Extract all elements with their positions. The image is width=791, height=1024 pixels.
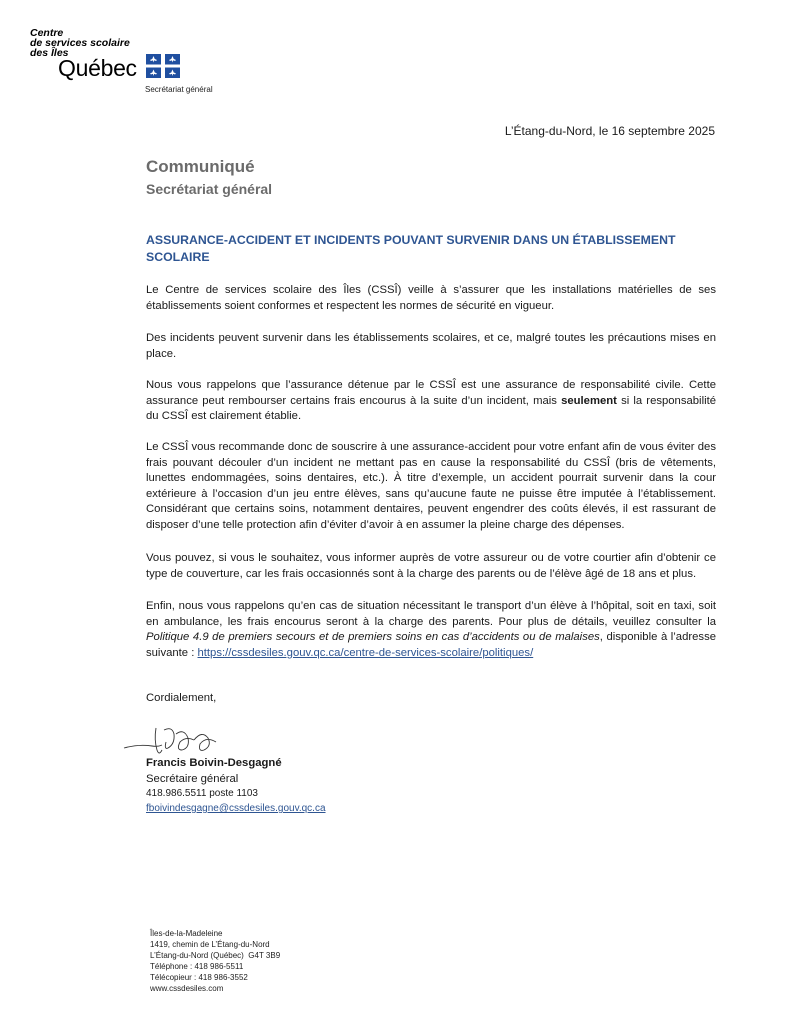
paragraph-3-emphasis: seulement: [561, 394, 617, 407]
document-date: L’Étang-du-Nord, le 16 septembre 2025: [504, 124, 715, 138]
closing-salutation: Cordialement,: [146, 692, 217, 704]
footer-website: www.cssdesiles.com: [150, 984, 224, 993]
signatory-title: Secrétaire général: [146, 773, 239, 785]
paragraph-2: Des incidents peuvent survenir dans les établissements scolaires, et ce, malgré toutes les précautions mises en place.: [146, 332, 716, 360]
footer-telephone: Téléphone : 418 986-5511: [150, 962, 244, 971]
logo-line-1: Centre: [30, 27, 64, 39]
paragraph-6-text-b: , disponible à l’adresse suivante :: [146, 631, 717, 659]
policy-title: Politique 4.9 de premiers secours et de premiers soins en cas d’accidents ou de malaises: [146, 631, 600, 643]
paragraph-6-text-a: Enfin, nous vous rappelons qu’en cas de situation nécessitant le transport d’un élève à l’hôpital, soit en taxi, soit en ambulance, les frais encourus seront à la charge des parents. Pour plus de détails, veuillez consulter la: [146, 600, 716, 628]
logo-line-2: de services scolaire: [30, 37, 130, 49]
signatory-phone: 418.986.5511 poste 1103: [146, 788, 258, 799]
paragraph-5: Vous pouvez, si vous le souhaitez, vous informer auprès de votre assureur ou de votre courtier afin d’obtenir ce type de couverture, car les frais occasionnés sont à la charge des parents ou de l’élève âgé de 18 ans et plus.: [146, 552, 716, 580]
paragraph-3-text-b: si la responsabilité du CSSÎ est clairement établie.: [146, 394, 717, 422]
footer-street: 1419, chemin de L’Étang-du-Nord: [150, 940, 270, 949]
handwritten-signature: [120, 720, 230, 760]
communique-subtitle: Secrétariat général: [146, 181, 273, 197]
footer-region: Îles-de-la-Madeleine: [150, 929, 223, 938]
signatory-email-link[interactable]: fboivindesgagne@cssdesiles.gouv.qc.ca: [146, 803, 326, 814]
policy-link[interactable]: https://cssdesiles.gouv.qc.ca/centre-de-services-scolaire/politiques/: [197, 646, 534, 659]
footer-address: [150, 928, 280, 994]
logo-department: Secrétariat général: [145, 85, 213, 94]
subject-heading: ASSURANCE-ACCIDENT ET INCIDENTS POUVANT SURVENIR DANS UN ÉTABLISSEMENT SCOLAIRE: [146, 233, 676, 264]
footer-city: L’Étang-du-Nord (Québec) G4T 3B9: [150, 951, 281, 960]
logo-line-3: des Îles: [30, 47, 69, 59]
footer-fax: Télécopieur : 418 986-3552: [150, 973, 248, 982]
signatory-name: Francis Boivin-Desgagné: [146, 757, 282, 769]
paragraph-3-text-a: Nous vous rappelons que l’assurance détenue par le CSSÎ est une assurance de responsabilité civile. Cette assurance peut rembourser certains frais encourus à la suite d’un incident, mais: [146, 379, 716, 407]
paragraph-1: Le Centre de services scolaire des Îles (CSSÎ) veille à s’assurer que les installations matérielles de ses établissements soient conformes et respectent les normes de sécurité en vigueur.: [146, 284, 716, 312]
paragraph-4: Le CSSÎ vous recommande donc de souscrire à une assurance-accident pour votre enfant afin de vous éviter des frais pouvant découler d’un incident ne mettant pas en cause la responsabilité du CSSÎ (bris de vêtements, lunettes endommagées, soins dentaires, etc.). À titre d’exemple, un accident pourrait survenir dans la cour extérieure à l’occasion d’un jeu entre élèves, sans qu’aucune faute ne puisse être imputée à l’établissement. Considérant que certains soins, notamment dentaires, peuvent engendrer des coûts élevés, il est rassurant de disposer d’une telle protection afin d’éviter d’avoir à en assumer la pleine charge des dépenses.: [146, 441, 716, 531]
quebec-logo: [30, 28, 230, 98]
paragraph-3: [146, 378, 716, 425]
quebec-flag-icon: [146, 54, 180, 78]
communique-title: Communiqué: [146, 157, 255, 176]
paragraph-6: [146, 599, 716, 661]
quebec-wordmark: Québec: [58, 55, 137, 81]
